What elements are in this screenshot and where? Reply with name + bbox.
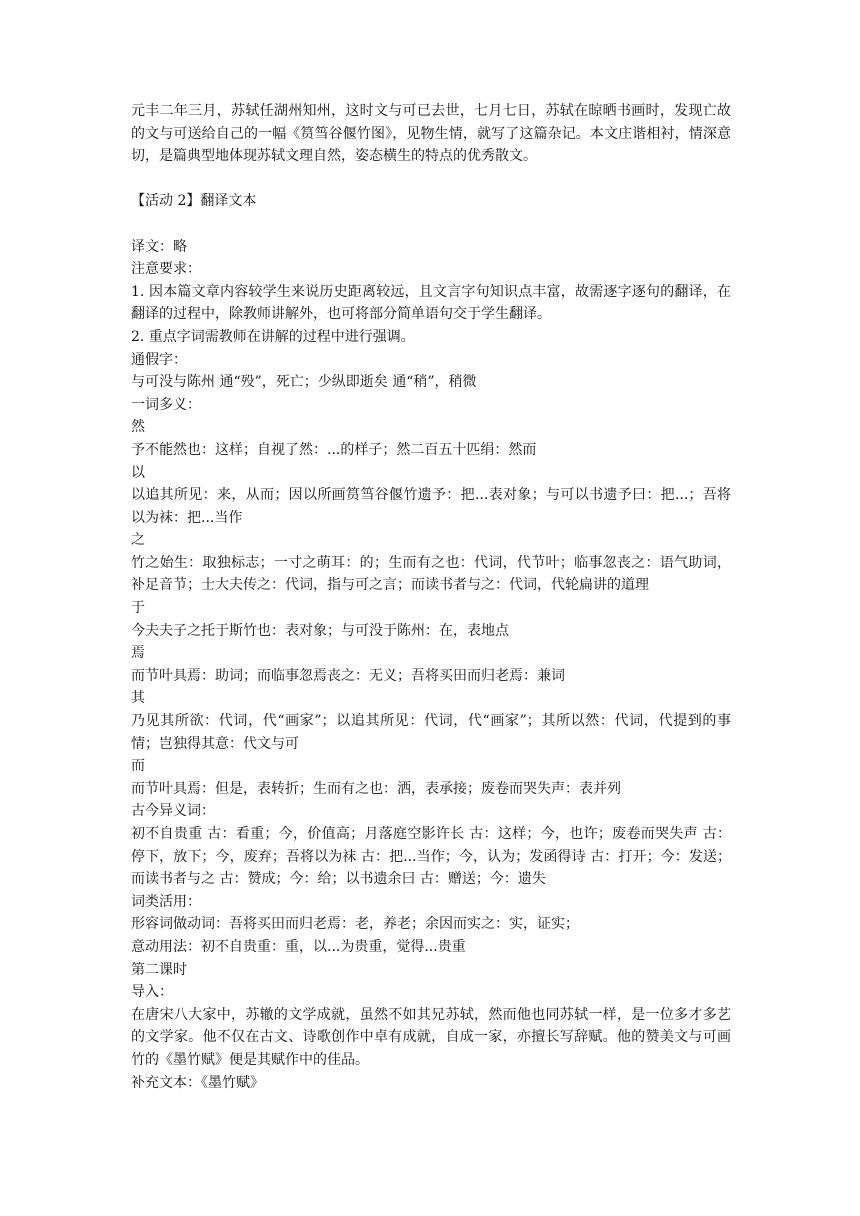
word-yu-heading: 于 — [131, 600, 145, 617]
lesson-2-heading: 第二课时 — [131, 961, 187, 978]
word-yu-content: 今夫夫子之托于斯竹也：表对象；与可没于陈州：在，表地点 — [131, 622, 509, 639]
daoru-paragraph: 在唐宋八大家中，苏辙的文学成就，虽然不如其兄苏轼，然而他也同苏轼一样，是一位多才多艺的文学家。他不仅在古文、诗歌创作中卓有成就，自成一家，亦擅长写辞赋。他的赞美文与可画竹的《墨竹赋》便是其赋作中的佳品。 — [131, 1006, 731, 1068]
requirements-heading: 注意要求： — [131, 261, 201, 278]
word-yi-heading: 以 — [131, 464, 145, 481]
word-ran-content: 予不能然也：这样；自视了然：...的样子；然二百五十匹绢：然而 — [131, 441, 537, 458]
gujin-heading: 古今异义词： — [131, 803, 215, 820]
document-page — [131, 100, 731, 1094]
spacer — [131, 168, 731, 191]
translation-line: 译文：略 — [131, 238, 187, 255]
word-yan-content: 而节叶具焉：助词；而临事忽焉丧之：无义；吾将买田而归老焉：兼词 — [131, 667, 565, 684]
spacer — [131, 213, 731, 236]
word-qi-content: 乃见其所欲：代词，代“画家”；以追其所见：代词，代“画家”；其所以然：代词，代提到的事情；岂独得其意：代文与可 — [131, 713, 731, 752]
daoru-heading: 导入： — [131, 984, 173, 1001]
cilei-line-1: 形容词做动词：吾将买田而归老焉：老，养老；余因而实之：实，证实； — [131, 916, 579, 933]
supplement-text: 补充文本：《墨竹赋》 — [131, 1074, 264, 1091]
cilei-line-2: 意动用法：初不自贵重：重，以...为贵重，觉得...贵重 — [131, 938, 466, 955]
word-zhi-heading: 之 — [131, 532, 145, 549]
requirement-1: 1. 因本篇文章内容较学生来说历史距离较远，且文言字句知识点丰富，故需逐字逐句的翻译，在翻译的过程中，除教师讲解外，也可将部分简单语句交于学生翻译。 — [131, 283, 731, 323]
word-qi-heading: 其 — [131, 690, 145, 707]
word-yi-content: 以追其所见：来，从而；因以所画筼筜谷偃竹遗予：把...表对象；与可以书遗予曰：把...；吾将以为袜：把...当作 — [131, 487, 731, 526]
tongjia-heading: 通假字： — [131, 351, 187, 368]
activity-2-heading: 【活动 2】翻译文本 — [131, 193, 257, 210]
cilei-heading: 词类活用： — [131, 893, 201, 910]
tongjia-content: 与可没与陈州 通“殁”，死亡；少纵即逝矣 通“稍”，稍微 — [131, 374, 477, 391]
yici-heading: 一词多义： — [131, 396, 201, 413]
word-yan-heading: 焉 — [131, 645, 145, 662]
word-ran-heading: 然 — [131, 419, 145, 436]
word-er-heading: 而 — [131, 758, 145, 775]
intro-paragraph: 元丰二年三月，苏轼任湖州知州，这时文与可已去世，七月七日，苏轼在晾晒书画时，发现亡故的文与可送给自己的一幅《筼筜谷偃竹图》，见物生情，就写了这篇杂记。本文庄谐相衬，情深意切，是篇典型地体现苏轼文理自然，姿态横生的特点的优秀散文。 — [131, 103, 731, 165]
word-zhi-content: 竹之始生：取独标志；一寸之萌耳：的；生而有之也：代词，代节叶；临事忽丧之：语气助词，补足音节；士大夫传之：代词，指与可之言；而读书者与之：代词，代轮扁讲的道理 — [131, 554, 731, 594]
gujin-content: 初不自贵重 古：看重；今，价值高；月落庭空影许长 古：这样；今，也许；废卷而哭失声 古：停下，放下；今，废弃；吾将以为袜 古：把...当作；今，认为；发函得诗 古：打开；今：发送；而读书者与之 古：赞成；今：给；以书遗余曰 古：赠送；今：遗失 — [131, 826, 731, 888]
word-er-content: 而节叶具焉：但是，表转折；生而有之也：洒，表承接；废卷而哭失声：表并列 — [131, 780, 621, 797]
requirement-2: 2. 重点字词需教师在讲解的过程中进行强调。 — [131, 328, 415, 345]
